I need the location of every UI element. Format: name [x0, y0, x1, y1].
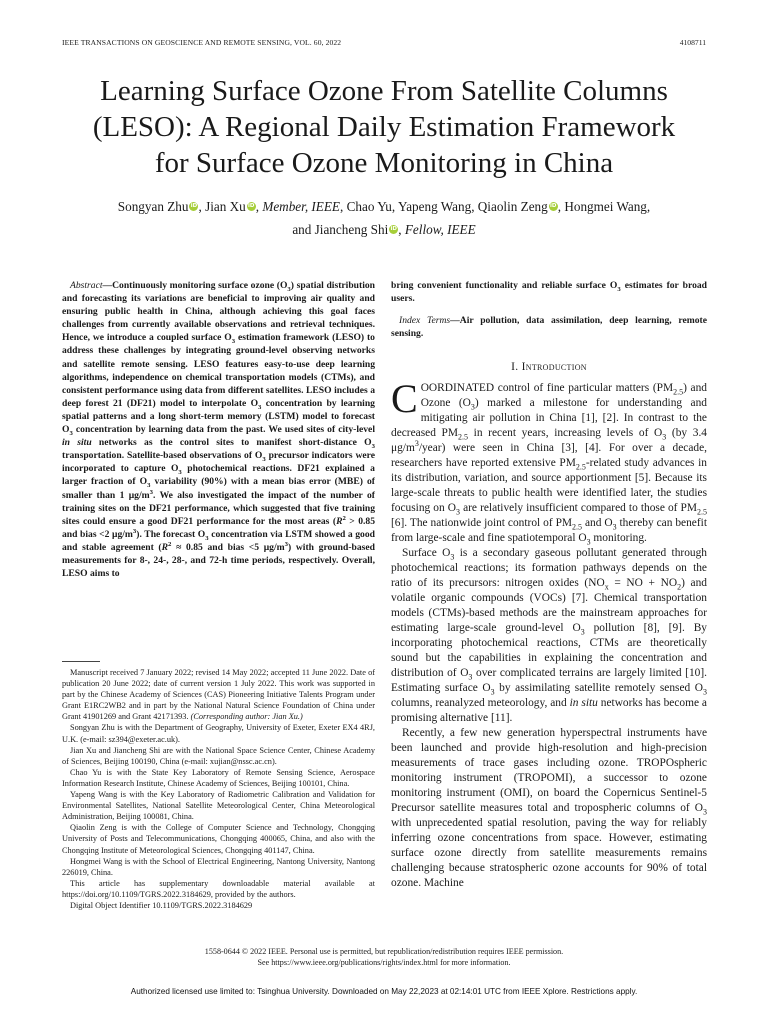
- orcid-icon[interactable]: iD: [550, 203, 557, 209]
- orcid-icon[interactable]: iD: [248, 203, 255, 209]
- abstract-continuation: bring convenient functionality and reliable surface $O_3$ estimates for broad users.: [391, 280, 707, 305]
- introduction-body: [391, 376, 708, 891]
- footnote: Chao Yu is with the State Key Laboratory of Remote Sensing Science, Aerospace Information Research Institute, Chinese Academy of Sciences, Beijing 100101, China.: [62, 767, 375, 788]
- footnote: Hongmei Wang is with the School of Electrical Engineering, Nantong University, Nantong 226019, China.: [62, 856, 375, 877]
- author-role: Member, IEEE: [262, 199, 340, 214]
- index-terms-label: Index Terms: [399, 315, 451, 327]
- title-line: for Surface Ozone Monitoring in China: [154, 147, 614, 179]
- orcid-icon[interactable]: iD: [190, 203, 198, 209]
- author-list: Songyan Zhu iD, Jian Xu iD, Member, IEEE, Chao Yu, Yapeng Wang, Qiaolin Zeng iD, Hongmei Wang, and Jiancheng Shi iD, Fellow, IEEE: [117, 199, 651, 237]
- author-name: Songyan Zhu: [117, 199, 189, 214]
- footnote-divider: [62, 661, 100, 662]
- author-name: Jian Xu: [205, 199, 246, 214]
- license-banner: Authorized licensed use limited to: Tsinghua University. Downloaded on May 22,2023 at 02:14:01 UTC from IEEE Xplore. Restrictions apply.: [130, 987, 638, 996]
- author-name: Hongmei Wang,: [564, 199, 651, 214]
- index-terms: Index Terms—Air pollution, data assimilation, deep learning, remote sensing.: [391, 315, 708, 340]
- author-name: and Jiancheng Shi: [292, 222, 389, 237]
- drop-cap: C: [391, 376, 418, 422]
- paragraph: Surface $O_3$ is a secondary gaseous pollutant generated through photochemical reactions; its formation pathways depends on the ratio of its precursors: nitrogen oxides ($NO_x$ = NO + $NO_2$) and volatile organic compounds (VOCs) [7]. Chemical transportation models (CTMs)-based methods are the mainstream approaches for estimating large-scale ground-level $O_3$ pollution [8], [9]. By incorporating photochemical reactions, CTMs are theoretically sound but the capabilities in explaining the concentration and distribution of $O_3$ over complicated terrains are largely limited [10]. Estimating surface $O_3$ by assimilating satellite remotely sensed $O_3$ columns, reanalyzed meteorology, and in situ networks has become a promising alternative [11].: [391, 547, 708, 725]
- section-heading: I. Introduction: [511, 361, 587, 374]
- abstract-label: Abstract: [70, 280, 103, 291]
- abstract: Abstract—Continuously monitoring surface ozone $(O_3)$ spatial distribution and forecasting its variations are beneficial to improving air quality and ensuring public health in China, although achieving this goal faces challenges from currently available observations and retrieval techniques. Hence, we introduce a coupled surface $O_3$ estimation framework (LESO) to address these challenges by integrating ground-level observing networks and satellite remote sensing. LESO features easy-to-use deep learning algorithms, independence on chemical transportation models (CTMs), and consistent performance using data from different satellites. LESO includes a deep forest 21 (DF21) model to interpolate $O_3$ concentration by learning spatial patterns and a long short-term memory (LSTM) model to forecast $O_3$ concentration by learning data from the past. We used sites of city-level in situ networks as the control sites to manifest short-distance $O_3$ transportation. Satellite-based observations of $O_3$ precursor indicators were incorporated to capture $O_3$ photochemical reactions. DF21 explained a larger fraction of $O_3$ variability (90%) with a mean bias error (MBE) of smaller than 1 $\mu g/m^3$. We also investigated the impact of the number of training sites on the DF21 performance, which suggested that five training sites could ensure a good DF21 performance for the most areas ($R^2 > 0.85$ and bias <2 $\mu g/m^3$). The forecast $O_3$ concentration via LSTM showed a good and stable agreement ($R^2 \approx 0.85$ and bias <5 $\mu g/m^3$) with ground-based measurements for 8-, 24-, 28-, and 72-h time periods, respectively. Overall, LESO aims to: [62, 280, 375, 580]
- footnote-doi[interactable]: Digital Object Identifier 10.1109/TGRS.2022.3184629: [70, 900, 253, 910]
- author-name: Qiaolin Zeng: [477, 199, 548, 214]
- author-role: Fellow, IEEE: [404, 222, 476, 237]
- footnote: Jian Xu and Jiancheng Shi are with the National Space Science Center, Chinese Academy of Sciences, Beijing 100190, China (e-mail: xujian@nssc.ac.cn).: [62, 745, 375, 766]
- footnote: Qiaolin Zeng is with the College of Computer Science and Technology, Chongqing University of Posts and Telecommunications, Chongqing 400065, China, and also with the Chongqing Institute of Meteorological Sciences, Chongqing 401147, China.: [62, 823, 375, 855]
- title-line: (LESO): A Regional Daily Estimation Framework: [92, 111, 676, 143]
- orcid-icon[interactable]: iD: [390, 226, 397, 232]
- footnote: Songyan Zhu is with the Department of Geography, University of Exeter, Exeter EX4 4RJ, U.K. (e-mail: sz394@exeter.ac.uk).: [62, 723, 375, 744]
- paragraph: COORDINATED control of fine particular matters $(PM_{2.5})$ and Ozone $(O_3)$ marked a milestone for understanding and mitigating air pollution in China [1], [2]. In contrast to the decreased $PM_{2.5}$ in recent years, increasing levels of $O_3$ (by 3.4 $\mu g/m^3/year$) were seen in China [3], [4]. For over a decade, researchers have reported extensive $PM_{2.5}$-related study advances in its distribution, variation, and source apportionment [5]. Because its large-scale threats to public health were identified later, the studies focusing on $O_3$ are relatively insufficient compared to those of $PM_{2.5}$ [6]. The nationwide joint control of $PM_{2.5}$ and $O_3$ thereby can benefit from large-scale and fine spatiotemporal $O_3$ monitoring.: [391, 376, 707, 547]
- author-name: Yapeng Wang: [398, 199, 472, 214]
- right-column: [391, 279, 707, 891]
- running-header-journal: IEEE TRANSACTIONS ON GEOSCIENCE AND REMOTE SENSING, VOL. 60, 2022: [62, 38, 342, 47]
- page-number: 4108711: [679, 38, 706, 47]
- footnote: Yapeng Wang is with the Key Laboratory of Radiometric Calibration and Validation for Environmental Satellites, National Satellite Meteorological Center, China Meteorological Administration, Beijing 100081, China.: [62, 790, 375, 822]
- rights-link[interactable]: See https://www.ieee.org/publications/rights/index.html for more information.: [257, 958, 511, 967]
- paragraph: Recently, a few new generation hyperspectral instruments have been launched and provide high-resolution and high-precision measurements of trace gases including ozone. TROPOspheric monitoring instrument (TROPOMI), a successor to ozone monitoring instrument (OMI), on board the Copernicus Sentinel-5 Precursor satellite measures total and tropospheric columns of $O_3$ with unprecedented spatial resolution, paving the way for reliably inferring ozone concentrations from space. However, estimating surface ozone directly from satellite measurements remains challenging because stratospheric ozone accounts for 90% of total ozone. Machine: [391, 727, 707, 890]
- left-column: [62, 279, 375, 580]
- title-line: Learning Surface Ozone From Satellite Columns: [100, 75, 668, 107]
- footnote: Manuscript received 7 January 2022; revised 14 May 2022; accepted 11 June 2022. Date of publication 20 June 2022; date of current version 1 July 2022. This work was supported in part by the Chinese Academy of Sciences (CAS) Pioneering Initiative Talents Program under Grant E1RC2WB2 and in part by the National Natural Science Foundation of China under Grant 41901269 and Grant 42171393. (Corresponding author: Jian Xu.): [62, 668, 375, 722]
- paper-title: [40, 73, 728, 181]
- footnote[interactable]: This article has supplementary downloadable material available at https://doi.org/10.1109/TGRS.2022.3184629, provided by the authors.: [62, 878, 375, 899]
- footnotes: [62, 667, 375, 911]
- copyright-notice: 1558-0644 © 2022 IEEE. Personal use is permitted, but republication/redistribution requires IEEE permission. See https://www.ieee.org/publications/rights/index.html for more information.: [62, 946, 706, 968]
- author-name: Chao Yu: [346, 199, 392, 214]
